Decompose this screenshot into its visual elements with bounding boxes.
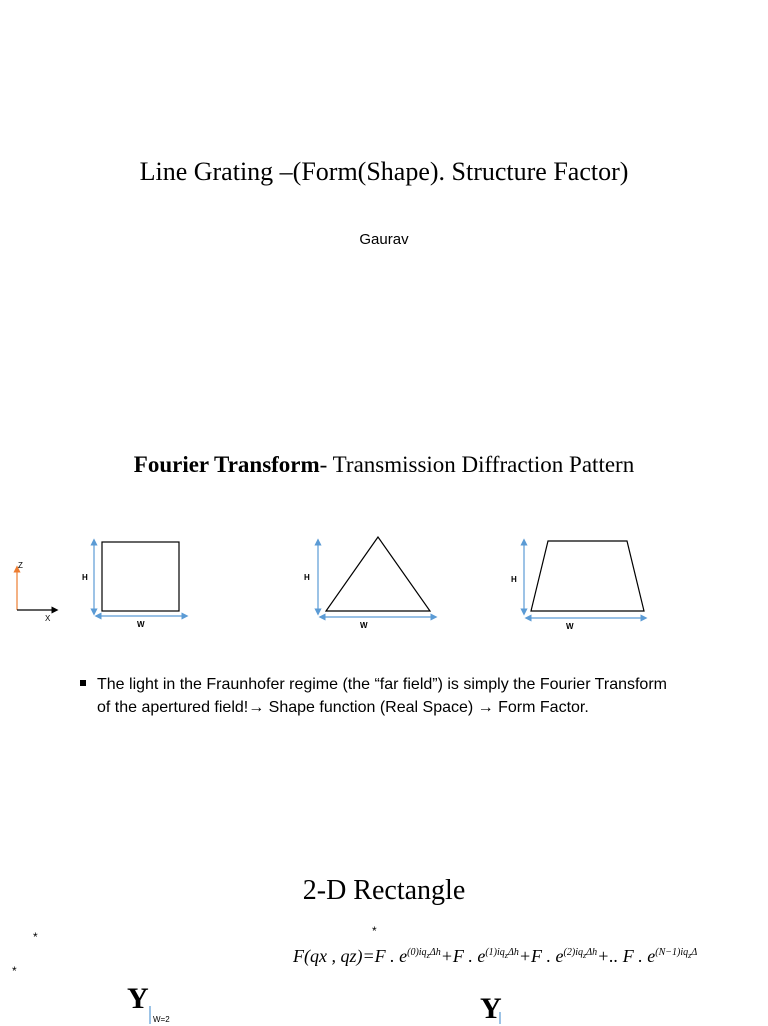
- bullet-list: [80, 673, 680, 719]
- formula-lhs: F(qx , qz)=: [293, 946, 375, 966]
- triangle-w-label: W: [360, 621, 368, 630]
- coordinate-axes: [17, 561, 55, 623]
- square-h-label: H: [82, 573, 88, 582]
- square-shape: [82, 542, 185, 629]
- triangle-outline: [326, 537, 430, 611]
- star-mark-center: *: [372, 924, 377, 938]
- bullet-marker: [80, 680, 86, 686]
- trapezoid-outline: [531, 541, 644, 611]
- title-bold-part: Fourier Transform: [133, 452, 320, 477]
- triangle-shape: [304, 537, 434, 630]
- y-axis-line-right: [498, 1012, 504, 1024]
- y-axis-symbol-left: Y: [127, 982, 149, 1015]
- slide-title-fourier-transform: [0, 452, 768, 478]
- form-factor-formula: F(qx , qz)=F . $e^{(0)iq_z\Delta h}+F$ . $e^{(1)iq_z\Delta h}+F$ . $e^{(2)iq_z\Delta h}+$.. F . $e^{(N-1)iq_z\Delta}$: [293, 946, 698, 966]
- slide-title-line-grating: Line Grating –(Form(Shape). Structure Factor): [139, 157, 629, 186]
- trapezoid-shape: [511, 541, 644, 630]
- trapezoid-h-label: H: [511, 575, 517, 584]
- shape-diagrams: [0, 530, 768, 630]
- title-rest-part: - Transmission Diffraction Pattern: [319, 452, 635, 477]
- star-mark-left-lower: *: [12, 964, 17, 978]
- y-axis-line-left: [148, 1006, 188, 1024]
- slide-title-2d-rectangle: 2-D Rectangle: [302, 875, 466, 906]
- square-w-label: W: [137, 620, 145, 629]
- bullet-text: The light in the Fraunhofer regime (the “far field”) is simply the Fourier Transform of the apertured field!→ Shape function (Real Space) → Form Factor.: [97, 676, 667, 716]
- star-mark-left-upper: *: [33, 930, 38, 944]
- z-axis-label: Z: [18, 561, 23, 570]
- square-outline: [102, 542, 179, 611]
- w-equals-label: W=2: [153, 1015, 170, 1024]
- trapezoid-w-label: W: [566, 622, 574, 630]
- triangle-h-label: H: [304, 573, 310, 582]
- author-name: Gaurav: [359, 231, 409, 248]
- x-axis-label: X: [45, 614, 51, 623]
- y-axis-symbol-right: Y: [480, 992, 502, 1025]
